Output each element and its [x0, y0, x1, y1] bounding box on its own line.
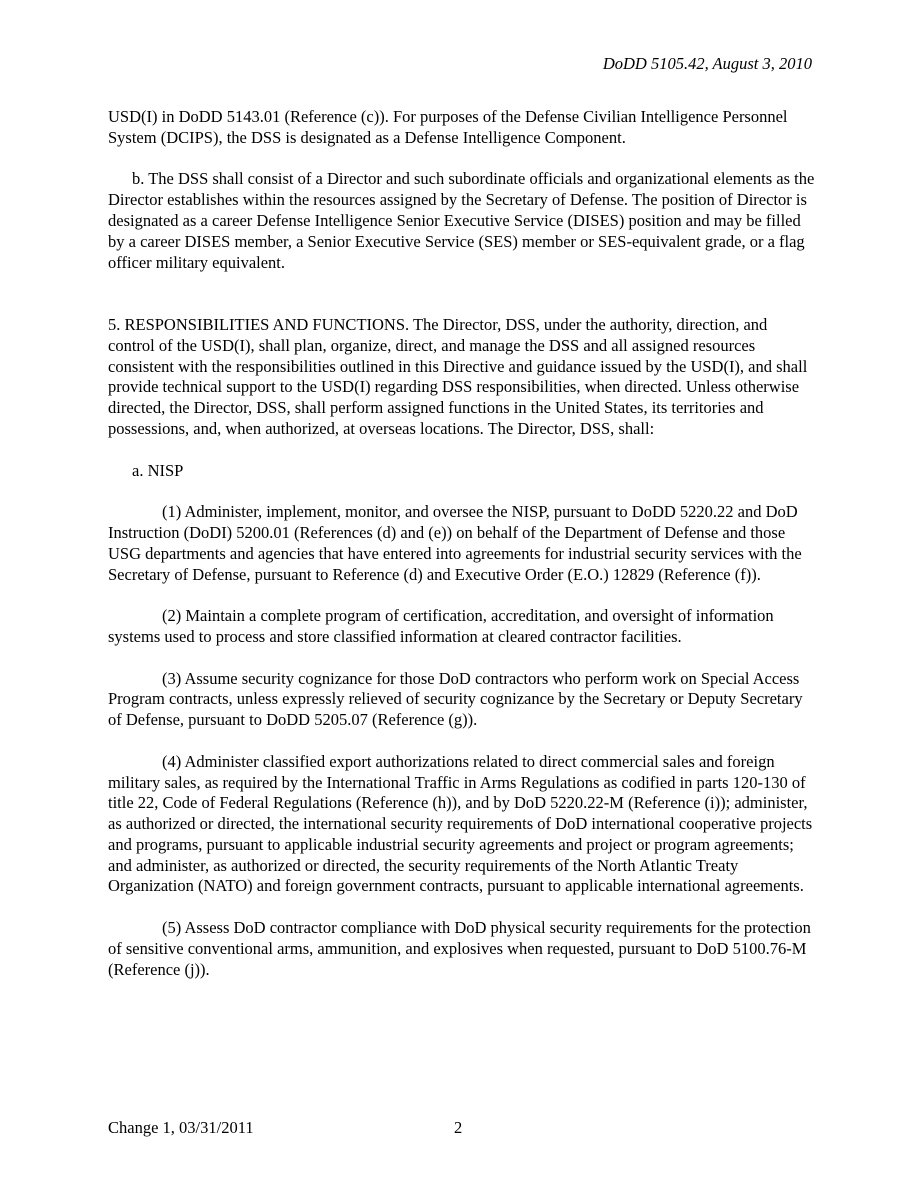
item-a2: (2) Maintain a complete program of certification, accreditation, and oversight of information systems used to process and store classified information at cleared contractor facilities. [108, 606, 774, 646]
item-a1: (1) Administer, implement, monitor, and oversee the NISP, pursuant to DoDD 5220.22 and DoD Instruction (DoDI) 5200.01 (References (d) and (e)) on behalf of the Department of Defense and those USG departments and agencies that have entered into agreements for industrial security services with the Secretary of Defense, pursuant to Reference (d) and Executive Order (E.O.) 12829 (Reference (f)). [108, 502, 802, 584]
document-reference-header: DoDD 5105.42, August 3, 2010 [602, 54, 812, 73]
paragraph-b: b. The DSS shall consist of a Director and such subordinate officials and organizational elements as the Director establishes within the resources assigned by the Secretary of Defense. The position of Director is designated as a career Defense Intelligence Senior Executive Service (DISES) position and may be filled by a career DISES member, a Senior Executive Service (SES) member or SES-equivalent grade, or a flag officer military equivalent. [108, 169, 815, 272]
item-a4: (4) Administer classified export authorizations related to direct commercial sales and foreign military sales, as required by the International Traffic in Arms Regulations as codified in parts 120-130 of title 22, Code of Federal Regulations (Reference (h)), and by DoD 5220.22-M (Reference (i)); administer, as authorized or directed, the international security requirements of DoD international cooperative projects and programs, pursuant to applicable industrial security agreements and project or program agreements; and administer, as authorized or directed, the security requirements of the North Atlantic Treaty Organization (NATO) and foreign government contracts, pursuant to applicable international agreements. [108, 751, 813, 896]
page-number: 2 [454, 1118, 463, 1137]
item-a3: (3) Assume security cognizance for those DoD contractors who perform work on Special Access Program contracts, unless expressly relieved of security cognizance by the Secretary or Deputy Secretary of Defense, pursuant to DoDD 5205.07 (Reference (g)). [108, 668, 803, 730]
change-notice: Change 1, 03/31/2011 [108, 1118, 254, 1137]
section-5-responsibilities: 5. RESPONSIBILITIES AND FUNCTIONS. The Director, DSS, under the authority, direction, and control of the USD(I), shall plan, organize, direct, and manage the DSS and all assigned resources consistent with the responsibilities outlined in this Directive and guidance issued by the USD(I), and shall provide technical support to the USD(I) regarding DSS responsibilities, when directed. Unless otherwise directed, the Director, DSS, shall perform assigned functions in the United States, its territories and possessions, and, when authorized, at overseas locations. The Director, DSS, shall: [108, 314, 808, 438]
document-body [108, 107, 816, 980]
subsection-a-heading: a. NISP [132, 460, 184, 480]
paragraph-continuation: USD(I) in DoDD 5143.01 (Reference (c)). For purposes of the Defense Civilian Intelligence Personnel System (DCIPS), the DSS is designated as a Defense Intelligence Component. [108, 107, 788, 147]
item-a5: (5) Assess DoD contractor compliance with DoD physical security requirements for the protection of sensitive conventional arms, ammunition, and explosives when requested, pursuant to DoD 5100.76-M (Reference (j)). [108, 918, 811, 979]
